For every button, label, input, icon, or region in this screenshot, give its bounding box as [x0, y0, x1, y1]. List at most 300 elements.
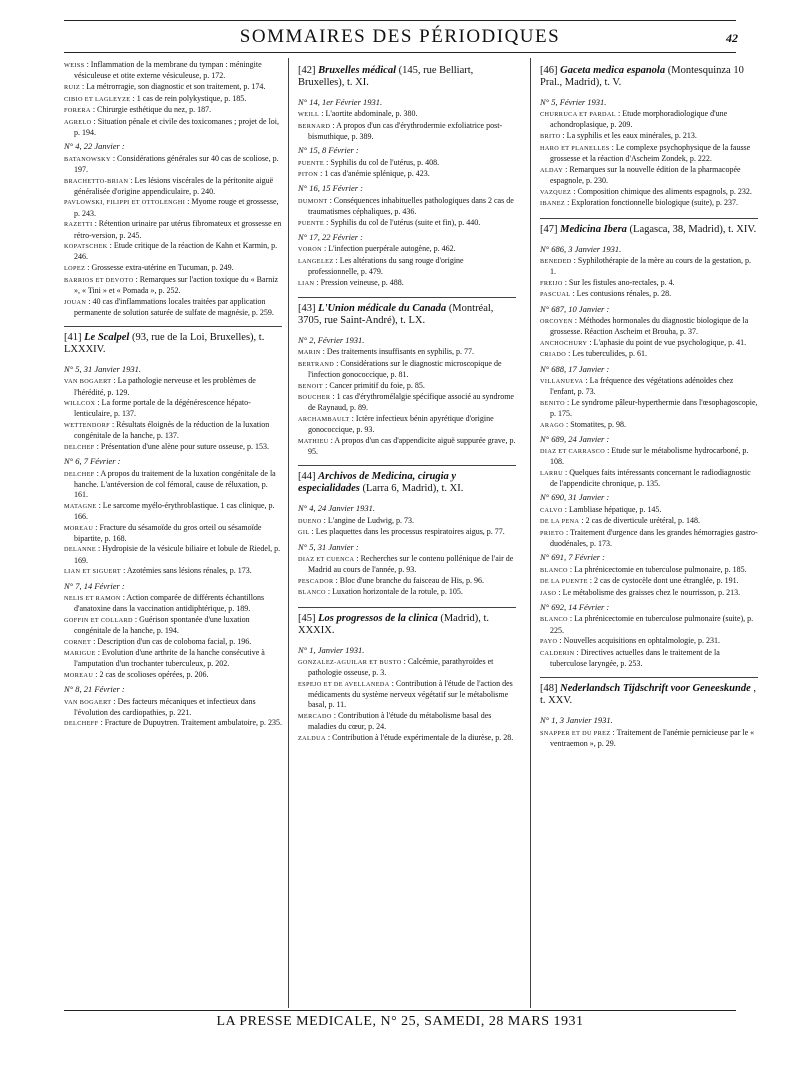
issue-heading: N° 687, 10 Janvier :: [540, 303, 610, 314]
article-entry: [298, 527, 516, 538]
article-title: : 2 cas de diverticule urétéral, p. 148.: [579, 516, 701, 526]
article-entry: [64, 398, 282, 419]
article-entry: [298, 733, 516, 744]
author-name: BLANCO: [540, 566, 568, 574]
journal-name: Los progressos de la clinica: [318, 612, 438, 624]
author-name: CIBIO ET LAGLEYZE: [64, 95, 131, 103]
author-name: ORCOYEN: [540, 317, 573, 325]
article-entry: [298, 244, 516, 255]
article-title: : La phrénicectomie en tuberculose pulmonaire, p. 185.: [567, 564, 747, 574]
article-title: : Fracture du sésamoïde du gros orteil ou sésamoïde bipartite, p. 168.: [74, 522, 262, 543]
article-entry: [64, 615, 282, 636]
author-name: PRIETO: [540, 529, 564, 537]
author-name: FORERA: [64, 107, 91, 115]
issue-heading: N° 4, 24 Janvier 1931.: [298, 503, 376, 514]
article-title: : Luxation horizontale de la rotule, p. 105.: [325, 587, 463, 597]
author-name: PASCUAL: [540, 291, 571, 299]
journal-name: Medicina Ibera: [560, 223, 627, 235]
article-entry: [64, 82, 282, 93]
journal-number: [47]: [540, 223, 561, 235]
article-title: : Sur les fistules ano-rectales, p. 4.: [562, 277, 675, 287]
author-name: DELCHEF: [64, 470, 95, 478]
article-title: : A propos d'un cas d'appendicite aiguë suppurée grave, p. 95.: [308, 436, 516, 457]
article-entry: [64, 501, 282, 522]
article-entry: [540, 516, 758, 527]
article-title: : Action comparée de différents échantillons d'anatoxine dans la vaccination antidiphtérique, p. 189.: [74, 592, 265, 613]
author-name: LIAN: [298, 279, 315, 287]
article-title: : Remarques sur l'action toxique du « Barniz », « Tini » et « Pomada », p. 252.: [74, 274, 279, 296]
article-title: : Rétention urinaire par utérus fibromateux et grossesse en rétro-version, p. 245.: [74, 219, 282, 240]
article-entry: [64, 593, 282, 614]
article-title: : Quelques faits intéressants concernant le radiodiagnostic de l'appendicite chronique, p. 135.: [550, 467, 751, 489]
issue-heading: N° 689, 24 Janvier :: [540, 433, 610, 444]
author-name: MATHIEU: [298, 438, 329, 446]
article-entry: [540, 165, 758, 186]
author-name: PAVLOWSKI, FILIPPI ET OTTOLENGHI: [64, 199, 186, 207]
journal-heading: [64, 326, 282, 361]
author-name: DELCHEFF: [64, 720, 99, 728]
article-title: : La pathologie nerveuse et les problèmes de l'hérédité, p. 129.: [74, 376, 256, 397]
author-name: CALDERIN: [540, 649, 575, 657]
article-title: : La fréquence des végétations adénoïdes chez l'enfant, p. 73.: [550, 375, 734, 396]
article-entry: [540, 198, 758, 209]
journal-name: Bruxelles médical: [318, 65, 396, 76]
journal-name: Nederlandsch Tijdschrift voor Geneeskunde: [560, 683, 751, 695]
article-entry: [540, 398, 758, 419]
journal-heading: [298, 607, 516, 642]
article-title: : Exploration fonctionnelle biologique (suite), p. 237.: [565, 198, 738, 208]
issue-heading: N° 4, 22 Janvier :: [64, 141, 125, 152]
author-name: CORNET: [64, 638, 92, 646]
issue-heading: N° 15, 8 Février :: [298, 145, 359, 156]
article-title: : La forme portale de la dégénérescence hépato-lenticulaire, p. 137.: [74, 398, 251, 419]
article-entry: [540, 131, 758, 142]
article-entry: [298, 679, 516, 711]
journal-number: [44]: [298, 471, 319, 483]
article-title: : Contribution à l'étude de l'action des médicaments du système nerveux végétatif sur le métabolisme basal, p. 11.: [308, 678, 513, 710]
issue-heading: N° 691, 7 Février :: [540, 552, 606, 563]
author-name: ANCHOCHURY: [540, 339, 588, 347]
author-name: DIAZ ET CUENCA: [298, 555, 355, 563]
article-entry: [64, 523, 282, 544]
author-name: LANGELEZ: [298, 257, 334, 265]
article-entry: [540, 289, 758, 300]
article-title: : L'angine de Ludwig, p. 73.: [321, 515, 414, 525]
article-entry: [540, 528, 758, 549]
page-title: SOMMAIRES DES PÉRIODIQUES: [239, 26, 561, 47]
article-entry: [298, 196, 516, 217]
article-entry: [64, 697, 282, 718]
author-name: LARRU: [540, 469, 563, 477]
article-entry: [298, 576, 516, 587]
article-entry: [298, 359, 516, 380]
article-title: : Traitement d'urgence dans les grandes hémorragies gastro-duodénales, p. 173.: [550, 527, 758, 549]
author-name: LIAN ET SIGUERT: [64, 568, 122, 576]
article-entry: [540, 338, 758, 349]
article-entry: [298, 278, 516, 289]
article-title: : Calcémie, parathyroïdes et pathologie osseuse, p. 3.: [308, 656, 494, 678]
journal-number: [42]: [298, 65, 319, 76]
author-name: GONZALEZ-AGUILAR ET BUSTO: [298, 658, 402, 666]
article-entry: [298, 218, 516, 229]
journal-name: Gaceta medica espanola: [560, 65, 666, 76]
article-title: : Les contusions rénales, p. 28.: [570, 289, 672, 299]
article-title: : 2 cas de scolioses opérées, p. 206.: [93, 670, 209, 680]
journal-heading: [540, 60, 758, 94]
article-title: : Conséquences inhabituelles pathologiques dans 2 cas de traumatismes céphaliques, p. 436.: [308, 195, 514, 216]
author-name: DUENO: [298, 517, 322, 525]
article-entry: [64, 670, 282, 681]
article-entry: [64, 176, 282, 197]
footer-rule: [64, 1010, 736, 1011]
article-entry: [64, 60, 282, 81]
article-entry: [64, 197, 282, 218]
article-title: : Situation pénale et civile des toxicomanes ; projet de loi, p. 194.: [74, 117, 280, 138]
article-entry: [540, 349, 758, 360]
article-title: : Le syndrome pâleur-hyperthermie dans l'œsophagoscopie, p. 175.: [550, 397, 758, 418]
article-title: : Le complexe psychophysique de la fausse grossesse et la réaction d'Ascheim Zondek, p. 222.: [550, 142, 751, 164]
journal-info: (Madrid), t. XXXIX.: [298, 612, 490, 636]
journal-info: (93, rue de la Loi, Bruxelles), t. LXXXIV.: [64, 332, 265, 356]
author-name: MOREAU: [64, 672, 94, 680]
journal-info: (Montesquinza 10 Pral., Madrid), t. V.: [540, 65, 744, 88]
article-title: : Azotémies sans lésions rénales, p. 173.: [121, 566, 252, 576]
article-title: : Inflammation de la membrane du tympan : méningite vésiculeuse et otite externe vésiculeuse, p. 172.: [74, 60, 262, 81]
article-entry: [540, 187, 758, 198]
author-name: BERTRAND: [298, 360, 335, 368]
author-name: ESPEJO ET DE AVELLANEDA: [298, 680, 390, 688]
article-entry: [298, 256, 516, 277]
article-title: : Recherches sur le contenu pollénique de l'air de Madrid au cours de l'année, p. 93.: [308, 553, 514, 574]
journal-number: [45]: [298, 612, 319, 624]
article-title: : L'aortite abdominale, p. 380.: [319, 109, 418, 119]
author-name: FREIJO: [540, 279, 563, 287]
article-entry: [298, 554, 516, 575]
article-entry: [64, 420, 282, 441]
author-name: MARIGUE: [64, 650, 96, 658]
article-title: : 1 cas d'érythromélalgie spécifique associé au syndrome de Raynaud, p. 89.: [308, 392, 514, 413]
article-title: : 40 cas d'inflammations locales traitées par application permanente de solution saturée de sulfate de magnésie, p. 259.: [74, 296, 274, 317]
issue-heading: N° 14, 1er Février 1931.: [298, 97, 383, 107]
author-name: VAZQUEZ: [540, 188, 572, 196]
article-title: : L'aphasie du point de vue psychologique, p. 41.: [587, 337, 747, 347]
author-name: MOREAU: [64, 524, 94, 532]
issue-heading: N° 16, 15 Février :: [298, 183, 364, 194]
issue-heading: N° 2, Février 1931.: [298, 334, 365, 345]
author-name: BENITO: [540, 399, 565, 407]
article-title: : Fracture de Dupuytren. Traitement ambulatoire, p. 235.: [98, 718, 283, 728]
author-name: PAYO: [540, 638, 558, 646]
article-title: : Syphilis du col de l'utérus, p. 408.: [324, 157, 440, 167]
article-entry: [64, 566, 282, 577]
author-name: HARO ET PLANELLES: [540, 144, 610, 152]
journal-heading: [298, 60, 516, 94]
article-entry: [298, 657, 516, 678]
author-name: WETTENDORF: [64, 422, 110, 430]
article-entry: [298, 381, 516, 392]
article-entry: [64, 297, 282, 318]
issue-heading: N° 1, 3 Janvier 1931.: [540, 715, 613, 726]
column-3: [540, 60, 758, 749]
article-entry: [540, 256, 758, 277]
author-name: GOFFIN ET COLLARD: [64, 616, 133, 624]
author-name: SNAPPER ET DU PREZ: [540, 729, 611, 737]
author-name: JASO: [540, 589, 557, 597]
author-name: IBANEZ: [540, 200, 566, 208]
journal-info: , t. XXV.: [540, 683, 757, 707]
article-title: : Considérations générales sur 40 cas de scoliose, p. 197.: [74, 153, 279, 174]
journal-heading: [298, 465, 516, 500]
article-title: : Directives actuelles dans le traitement de la tuberculose laryngée, p. 253.: [550, 647, 720, 669]
article-title: : Ictère infectieux bénin apyrétique d'origine gonococcique, p. 93.: [308, 414, 494, 435]
journal-name: Archivos de Medicina, cirugia y especialidades: [298, 471, 457, 495]
article-title: : Description d'un cas de coloboma facial, p. 196.: [91, 636, 252, 646]
issue-heading: N° 7, 14 Février :: [64, 580, 125, 591]
article-title: : Contribution à l'étude expérimentale de la diurèse, p. 28.: [325, 732, 514, 742]
article-title: : Lambliase hépatique, p. 145.: [562, 504, 662, 514]
article-title: : Bloc d'une branche du faisceau de His, p. 96.: [333, 575, 485, 585]
author-name: AGRELO: [64, 119, 92, 127]
article-title: : Contribution à l'étude du métabolisme basal des maladies du cœur, p. 24.: [308, 710, 492, 732]
article-entry: [64, 154, 282, 175]
article-title: : Stomatites, p. 98.: [564, 419, 627, 429]
article-entry: [540, 576, 758, 587]
article-entry: [540, 636, 758, 647]
author-name: RUIZ: [64, 83, 81, 91]
article-title: : Cancer primitif du foie, p. 85.: [323, 380, 425, 390]
article-entry: [540, 143, 758, 164]
author-name: VORON: [298, 245, 323, 253]
article-entry: [298, 436, 516, 457]
author-name: BOUCHER: [298, 394, 331, 402]
author-name: RAZETTI: [64, 221, 93, 229]
article-title: : 1 cas de rein polykystique, p. 185.: [130, 93, 247, 103]
author-name: VAN BOGAERT: [64, 698, 112, 706]
article-title: : Les plaquettes dans les processus respiratoires aigus, p. 77.: [309, 527, 505, 537]
article-entry: [540, 505, 758, 516]
author-name: ALDAY: [540, 166, 564, 174]
author-name: DUMONT: [298, 197, 328, 205]
author-name: BERNARD: [298, 122, 331, 130]
header-top-rule: [64, 20, 736, 21]
author-name: CALVO: [540, 506, 563, 514]
author-name: DELANNE: [64, 546, 97, 554]
article-entry: [64, 544, 282, 565]
article-entry: [540, 316, 758, 337]
column-2: [298, 60, 516, 744]
issue-heading: N° 686, 3 Janvier 1931.: [540, 243, 622, 254]
article-entry: [64, 442, 282, 453]
article-entry: [540, 614, 758, 635]
author-name: LOPEZ: [64, 265, 86, 273]
article-title: : Des facteurs mécaniques et infectieux dans l'évolution des cardiopathies, p. 221.: [74, 696, 256, 717]
article-entry: [64, 718, 282, 729]
article-title: : Myome rouge et grossesse, p. 243.: [74, 197, 279, 218]
article-title: : Etude critique de la réaction de Kahn et Karmin, p. 246.: [74, 241, 278, 262]
article-entry: [540, 728, 758, 749]
article-title: : Le métabolisme des graisses chez le nourrisson, p. 213.: [556, 587, 741, 597]
journal-name: Le Scalpel: [84, 332, 130, 344]
author-name: BRITO: [540, 133, 561, 141]
article-entry: [64, 376, 282, 397]
journal-heading: [540, 677, 758, 712]
article-entry: [298, 392, 516, 413]
column-1: [64, 60, 282, 730]
article-title: : Traitement de l'anémie pernicieuse par le « ventraemon », p. 29.: [550, 727, 755, 748]
article-title: : Pression veineuse, p. 488.: [314, 277, 404, 287]
article-title: : La métrorragie, son diagnostic et son traitement, p. 174.: [80, 81, 266, 91]
issue-heading: N° 1, Janvier 1931.: [298, 644, 365, 655]
article-entry: [540, 446, 758, 467]
article-title: : Remarques sur la nouvelle édition de la pharmacopée espagnole, p. 230.: [550, 164, 741, 185]
article-title: : Présentation d'une alène pour suture osseuse, p. 153.: [94, 442, 269, 452]
journal-info: (Larra 6, Madrid), t. XI.: [359, 483, 464, 495]
article-entry: [64, 241, 282, 262]
article-entry: [298, 347, 516, 358]
article-entry: [64, 117, 282, 138]
author-name: ZALDUA: [298, 734, 326, 742]
article-title: : 2 cas de cystocèle dont une étranglée, p. 191.: [587, 576, 739, 586]
journal-number: [43]: [298, 302, 319, 314]
article-entry: [64, 263, 282, 274]
author-name: VAN BOGAERT: [64, 378, 112, 386]
column-divider: [530, 58, 531, 1008]
issue-heading: N° 8, 21 Février :: [64, 684, 125, 695]
article-entry: [540, 588, 758, 599]
article-entry: [540, 468, 758, 489]
author-name: PUENTE: [298, 219, 325, 227]
article-title: : L'infection puerpérale autogène, p. 462.: [322, 243, 456, 253]
issue-heading: N° 692, 14 Février :: [540, 602, 610, 613]
issue-heading: N° 5, 31 Janvier 1931.: [64, 364, 142, 375]
column-divider: [288, 58, 289, 1008]
issue-heading: N° 5, Février 1931.: [540, 97, 607, 107]
article-entry: [298, 414, 516, 435]
author-name: MARIN: [298, 348, 321, 356]
article-title: : Chirurgie esthétique du nez, p. 187.: [90, 105, 212, 115]
author-name: JOUAN: [64, 298, 87, 306]
journal-name: L'Union médicale du Canada: [318, 302, 447, 314]
article-entry: [64, 219, 282, 240]
author-name: CRIADO: [540, 351, 567, 359]
author-name: PUENTE: [298, 159, 325, 167]
article-title: : A propos du traitement de la luxation congénitale de la hanche. L'antéversion de col fémoral, cause de réluxation, p. 161.: [74, 468, 276, 499]
article-entry: [64, 105, 282, 116]
article-title: : Composition chimique des aliments espagnols, p. 232.: [571, 186, 752, 196]
article-title: : Les altérations du sang rouge d'origine professionnelle, p. 479.: [308, 255, 464, 276]
author-name: BENOIT: [298, 382, 324, 390]
article-entry: [298, 587, 516, 598]
journal-number: [48]: [540, 683, 561, 695]
issue-heading: N° 688, 17 Janvier :: [540, 363, 610, 374]
author-name: BRACHETTO-BRIAN: [64, 177, 129, 185]
page-number: 42: [726, 31, 738, 45]
article-title: : Syphilis du col de l'utérus (suite et fin), p. 440.: [324, 217, 481, 227]
author-name: WEISS: [64, 62, 85, 69]
author-name: DE LA PUENTE: [540, 578, 588, 586]
article-entry: [298, 516, 516, 527]
article-title: : Etude morphoradiologique d'une achondroplasique, p. 209.: [550, 109, 728, 130]
issue-heading: N° 6, 7 Février :: [64, 456, 121, 467]
author-name: BLANCO: [540, 616, 568, 624]
journal-number: [41]: [64, 332, 85, 344]
article-title: : Le sarcome myélo-érythroblastique. 1 cas clinique, p. 166.: [74, 500, 275, 521]
author-name: DIAZ ET CARRASCO: [540, 447, 606, 455]
journal-number: [46]: [540, 65, 561, 76]
issue-heading: N° 17, 22 Février :: [298, 231, 364, 242]
article-title: : La syphilis et les eaux minérales, p. 213.: [560, 131, 697, 141]
article-entry: [64, 94, 282, 105]
issue-heading: N° 5, 31 Janvier :: [298, 541, 359, 552]
author-name: DELCHEF: [64, 444, 95, 452]
article-entry: [540, 420, 758, 431]
author-name: DE LA PENA: [540, 518, 580, 526]
author-name: KOPATSCHEK: [64, 243, 108, 251]
article-entry: [64, 648, 282, 669]
author-name: GIL: [298, 529, 310, 537]
article-title: : Des traitements insuffisants en syphilis, p. 77.: [320, 346, 475, 356]
author-name: NELIS ET RAMON: [64, 594, 121, 602]
article-entry: [64, 469, 282, 501]
article-entry: [64, 275, 282, 296]
journal-heading: [540, 218, 758, 241]
article-entry: [298, 121, 516, 142]
article-entry: [298, 711, 516, 732]
article-entry: [64, 637, 282, 648]
author-name: ARAGO: [540, 421, 565, 429]
article-title: : Syphilothérapie de la mère au cours de la gestation, p. 1.: [550, 255, 751, 276]
author-name: MERCADO: [298, 712, 332, 720]
article-entry: [540, 648, 758, 669]
article-title: : Nouvelles acquisitions en ophtalmologie, p. 231.: [557, 636, 720, 646]
author-name: WILLCOX: [64, 400, 96, 408]
article-title: : Grossesse extra-utérine en Tucuman, p. 249.: [85, 263, 234, 273]
article-title: : Les tuberculides, p. 61.: [566, 349, 647, 359]
article-entry: [298, 169, 516, 180]
page-footer: LA PRESSE MEDICALE, N° 25, SAMEDI, 28 MARS 1931: [216, 1014, 584, 1029]
author-name: MATAGNE: [64, 502, 97, 510]
article-title: : Résultats éloignés de la réduction de la luxation congénitale de la hanche, p. 137.: [74, 420, 270, 441]
author-name: BATANOWSKY: [64, 155, 111, 163]
article-entry: [540, 376, 758, 397]
article-entry: [298, 158, 516, 169]
article-title: : Etude sur le métabolisme hydrocarboné, p. 108.: [550, 445, 749, 467]
article-title: : 1 cas d'anémie splénique, p. 423.: [318, 169, 430, 179]
article-title: : A propos d'un cas d'érythrodermie exfoliatrice post-bismuthique, p. 389.: [308, 120, 503, 142]
journal-info: (Montréal, 3705, rue Saint-André), t. LX.: [298, 302, 494, 326]
article-title: : Guérison spontanée d'une luxation congénitale de la hanche, p. 194.: [74, 614, 250, 635]
author-name: BLANCO: [298, 589, 326, 597]
author-name: WEILL: [298, 111, 320, 119]
author-name: PITON: [298, 171, 319, 179]
author-name: BENEDED: [540, 257, 572, 265]
journal-heading: [298, 297, 516, 332]
article-title: : Hydropisie de la vésicule biliaire et lobule de Riedel, p. 169.: [74, 544, 281, 565]
article-title: : Evolution d'une arthrite de la hanche consécutive à l'amputation d'un trochanter tuberculeux, p. 202.: [74, 648, 265, 669]
journal-info: (145, rue Belliart, Bruxelles), t. XI.: [298, 65, 474, 88]
article-title: : La phrénicectomie en tuberculose pulmonaire (suite), p. 225.: [550, 614, 754, 635]
issue-heading: N° 690, 31 Janvier :: [540, 492, 610, 503]
header-bottom-rule: [64, 52, 736, 53]
article-entry: [540, 565, 758, 576]
article-entry: [540, 278, 758, 289]
author-name: PESCADOR: [298, 577, 334, 585]
author-name: CHURRUCA ET PARDAL: [540, 111, 616, 119]
article-title: : Considérations sur le diagnostic microscopique de l'infection gonococcique, p. 81.: [308, 358, 502, 379]
author-name: BARRIOS ET DEVOTO: [64, 276, 134, 284]
author-name: ARCHAMBAULT: [298, 416, 350, 424]
article-entry: [298, 109, 516, 120]
